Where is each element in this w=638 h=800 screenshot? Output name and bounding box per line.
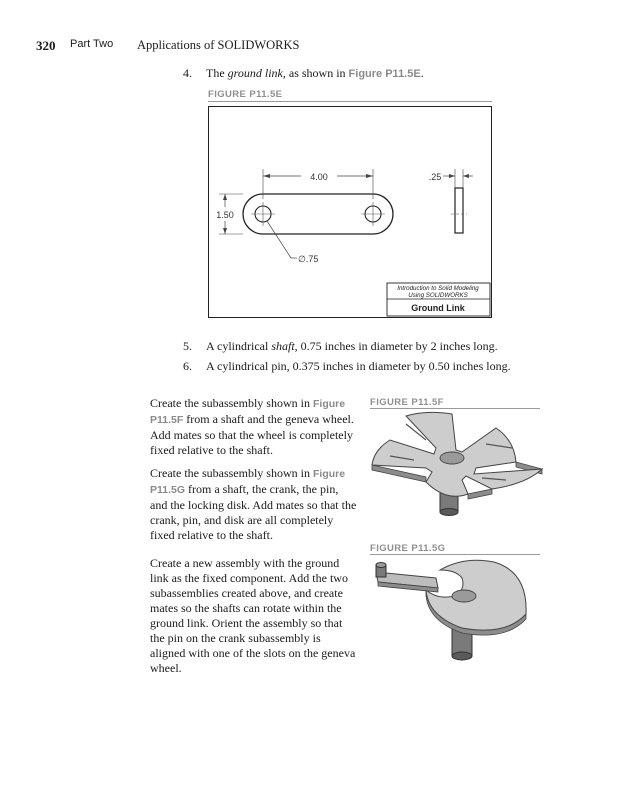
dim-arrow-up: [223, 194, 227, 200]
figure-ref-p11-5g[interactable]: Figure P11.5G: [150, 468, 346, 496]
title-block-line2: Using SOLIDWORKS: [408, 292, 468, 299]
thk-arrow-left: [449, 174, 455, 178]
figure-ref-p11-5f[interactable]: Figure P11.5F: [150, 398, 346, 426]
figure-f-label: FIGURE P11.5F: [370, 397, 444, 408]
figure-e-label: FIGURE P11.5E: [208, 89, 283, 100]
hole-leader: [267, 221, 291, 258]
part-label: Part Two: [70, 38, 114, 50]
figure-f-rule: [370, 408, 540, 409]
figure-e-rule: [208, 101, 492, 102]
chapter-title: Applications of SOLIDWORKS: [137, 38, 300, 52]
item-4-number: 4.: [183, 66, 192, 80]
crank-pin-top: [376, 563, 386, 568]
paragraph-final-assembly: Create a new assembly with the ground link as the fixed component. Add the two subassemblies created above, and create mates so the shafts can rotate within the ground link. Orient the assembly so that the pin on the crank subassembly is aligned with one of the slots on the geneva wheel.: [150, 556, 356, 675]
item-4-text: The ground link, as shown in Figure P11.5E.: [206, 66, 424, 80]
drawing-canvas: [209, 107, 491, 317]
figure-g-label: FIGURE P11.5G: [370, 543, 446, 554]
paragraph-subassembly-f: Create the subassembly shown in Figure P11.5F from a shaft and the geneva wheel. Add mates so that the wheel is completely fixed relative to the shaft.: [150, 396, 354, 457]
dim-height-text: 1.50: [216, 210, 234, 220]
crank-shaft-end: [452, 652, 472, 660]
title-block-name: Ground Link: [411, 303, 465, 313]
item-5-number: 5.: [183, 339, 192, 353]
dim-arrow-left: [263, 174, 270, 178]
figure-g-rule: [370, 554, 540, 555]
figure-ref-p11-5e[interactable]: Figure P11.5E: [348, 68, 421, 80]
item-6-text: A cylindrical pin, 0.375 inches in diameter by 0.50 inches long.: [206, 359, 511, 373]
paragraph-subassembly-g: Create the subassembly shown in Figure P11.5G from a shaft, the crank, the pin, and the locking disk. Add mates so that the crank, pin, and disk are all completely fixed relative to the shaft.: [150, 466, 357, 542]
dim-arrow-right: [366, 174, 373, 178]
ground-link-drawing: [208, 106, 492, 318]
geneva-wheel-figure: [366, 410, 546, 532]
title-block-line1: Introduction to Solid Modeling: [397, 285, 479, 292]
dim-hole-text: ∅.75: [298, 254, 319, 264]
dim-length-text: 4.00: [310, 172, 328, 182]
item-5-text: A cylindrical shaft, 0.75 inches in diameter by 2 inches long.: [206, 339, 498, 353]
locking-disk-hole: [452, 590, 476, 602]
side-view: [455, 188, 463, 233]
crank-assembly-figure: [366, 556, 546, 666]
thk-arrow-right: [463, 174, 469, 178]
dim-arrow-down: [223, 228, 227, 234]
item-6-number: 6.: [183, 359, 192, 373]
dim-thickness-text: .25: [428, 172, 442, 182]
page-number: 320: [36, 38, 56, 53]
geneva-shaft-end: [440, 509, 458, 516]
geneva-center-hole: [440, 452, 464, 464]
